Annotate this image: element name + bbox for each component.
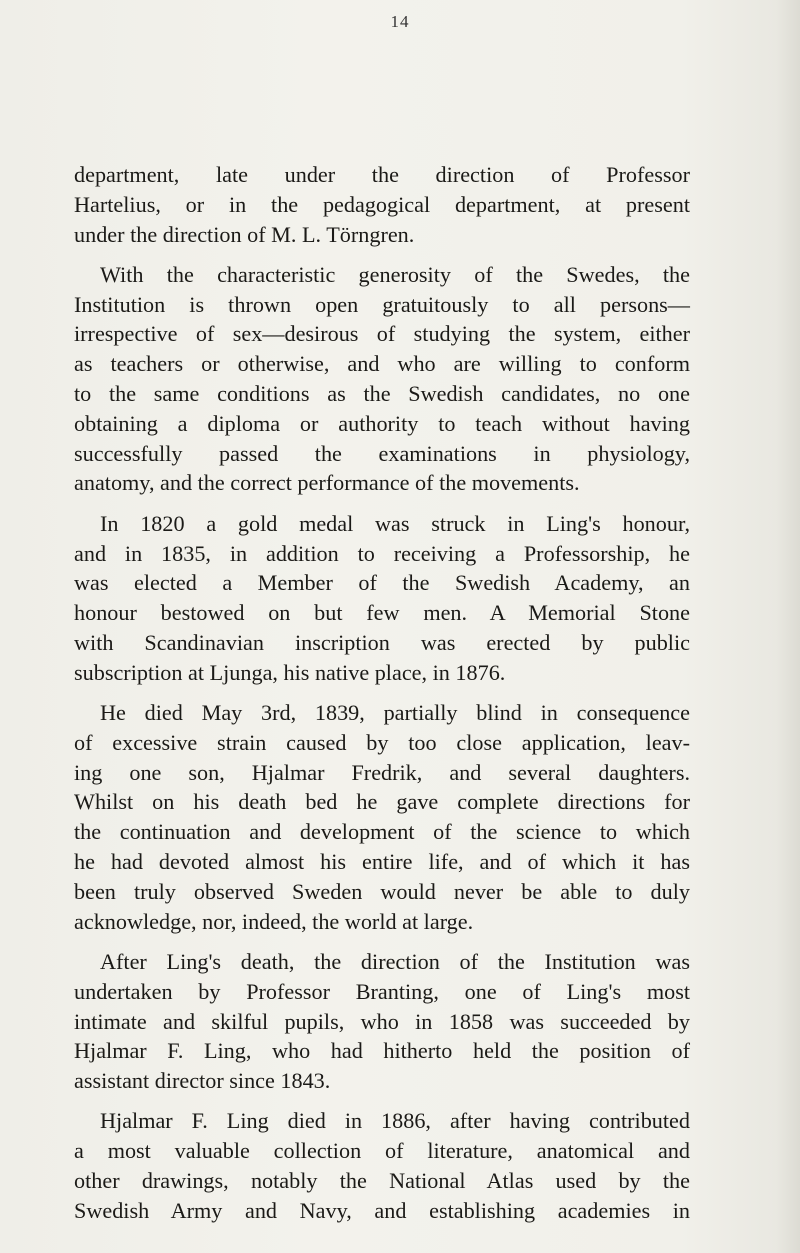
page-number: 14 <box>390 12 410 31</box>
text-line: In 1820 a gold medal was struck in Ling's honour, <box>100 510 690 536</box>
text-line: subscription at Ljunga, his native place, in 1876. <box>74 659 506 685</box>
text-line: Hartelius, or in the pedagogical department, at present <box>74 191 690 217</box>
text-line: successfully passed the examinations in physiology, <box>74 440 690 466</box>
text-line: He died May 3rd, 1839, partially blind in consequence <box>100 700 690 726</box>
text-line: After Ling's death, the direction of the Institution was <box>100 948 690 974</box>
text-line: under the direction of M. L. Törngren. <box>74 221 415 247</box>
text-line: Institution is thrown open gratuitously to all persons— <box>74 291 690 317</box>
text-line: to the same conditions as the Swedish candidates, no one <box>74 381 690 407</box>
text-line: of excessive strain caused by too close application, leav- <box>74 729 690 755</box>
text-line: a most valuable collection of literature, anatomical and <box>74 1138 690 1164</box>
paragraph-5 <box>74 947 690 1096</box>
paragraph-4 <box>74 698 690 936</box>
text-line: department, late under the direction of Professor <box>74 162 690 187</box>
text-line: assistant director since 1843. <box>74 1068 331 1094</box>
paragraph-2 <box>74 260 690 498</box>
text-line: Whilst on his death bed he gave complete directions for <box>74 789 690 815</box>
text-line: With the characteristic generosity of the Swedes, the <box>100 261 690 287</box>
text-line: intimate and skilful pupils, who in 1858 was succeeded by <box>74 1008 690 1034</box>
text-line: and in 1835, in addition to receiving a Professorship, he <box>74 540 690 566</box>
text-line: other drawings, notably the National Atlas used by the <box>74 1168 690 1193</box>
text-line: obtaining a diploma or authority to teach without having <box>74 410 690 436</box>
paragraph-6 <box>74 1106 690 1225</box>
text-line: Hjalmar F. Ling, who had hitherto held the position of <box>74 1038 690 1064</box>
text-line: he had devoted almost his entire life, and of which it has <box>74 849 690 875</box>
text-line: was elected a Member of the Swedish Academy, an <box>74 570 690 596</box>
text-line: as teachers or otherwise, and who are willing to conform <box>74 351 690 377</box>
text-line: been truly observed Sweden would never be able to duly <box>74 878 690 904</box>
text-line: undertaken by Professor Branting, one of Ling's most <box>74 978 690 1004</box>
text-line: acknowledge, nor, indeed, the world at large. <box>74 908 474 934</box>
text-line: honour bestowed on but few men. A Memorial Stone <box>74 600 690 626</box>
text-line: the continuation and development of the science to which <box>74 819 690 845</box>
text-line: Hjalmar F. Ling died in 1886, after having contributed <box>100 1108 690 1134</box>
paragraph-1 <box>74 160 690 249</box>
text-line: with Scandinavian inscription was erected by public <box>74 629 690 655</box>
text-line: irrespective of sex—desirous of studying the system, either <box>74 321 690 347</box>
body-text <box>74 160 690 1236</box>
paragraph-3 <box>74 509 690 688</box>
text-line: Swedish Army and Navy, and establishing academies in <box>74 1197 690 1223</box>
text-line: ing one son, Hjalmar Fredrik, and several daughters. <box>74 759 690 785</box>
text-line: anatomy, and the correct performance of the movements. <box>74 470 580 496</box>
